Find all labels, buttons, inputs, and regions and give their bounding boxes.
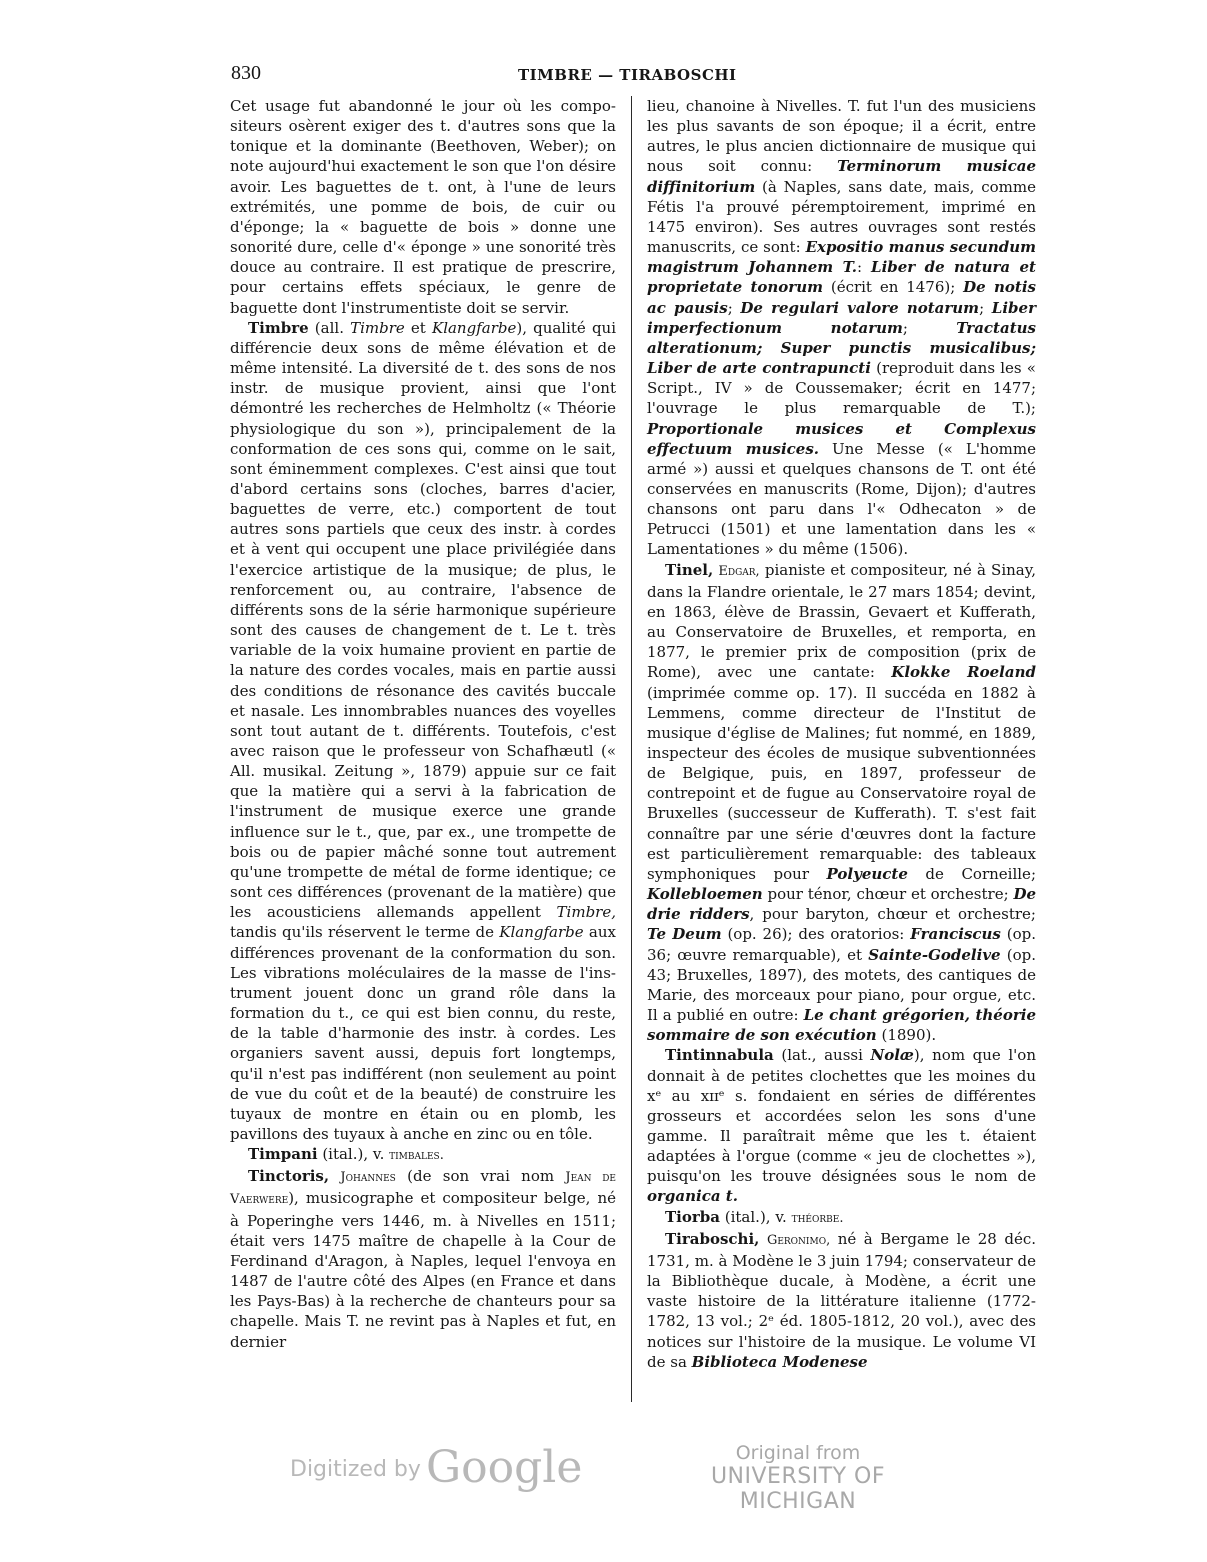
entry-tiraboschi: Tiraboschi, Geronimo, né à Bergame le 28 déc. 1731, m. à Modène le 3 juin 1794; conservateur de la Bibliothèque ducale, à Modène, a écrit une vaste histoire de la littérature italienne (1772-1782, 13 vol.; 2ᵉ éd. 1805-1812, 20 vol.), avec des notices sur l'histoire de la musique. Le volume VI de sa Biblioteca Modenese	[647, 1229, 1036, 1371]
digitized-by-text: Digitized by	[290, 1457, 421, 1482]
column-divider	[631, 96, 632, 1402]
entry-tintinnabula: Tintinnabula (lat., aussi Nolæ), nom que l'on donnait à de petites clochettes que les moines du xᵉ au xɪɪᵉ s. fondaient en séries de différentes grosseurs et accordées selon les sons d'une gamme. Il paraîtrait même que les t. étaient adaptées à l'orgue (comme « jeu de clochettes »), puisqu'on les trouve désignées sous le nom de organica t.	[647, 1046, 1036, 1206]
right-column	[647, 96, 1036, 1372]
headword-tiraboschi: Tiraboschi,	[665, 1229, 760, 1248]
page-number: 830	[231, 62, 261, 84]
entry-tinel: Tinel, Edgar, pianiste et compositeur, né à Sinay, dans la Flandre orientale, le 27 mars 1854; devint, en 1863, élève de Brassin, Gevaert et Kufferath, au Conservatoire de Bruxelles, et remporta, en 1877, le premier prix de composition (prix de Rome), avec une cantate: Klokke Roeland (imprimée comme op. 17). Il succéda en 1882 à Lemmens, comme directeur de l'Institut de musique d'église de Malines; fut nommé, en 1889, inspecteur des écoles de musique subventionnées de Belgique, puis, en 1897, professeur de contrepoint et de fugue au Conservatoire royal de Bruxelles (successeur de Kufferath). T. s'est fait connaître par une série d'œuvres dont la facture est particulièrement remarquable: des tableaux symphoniques pour Polyeucte de Corneille; Kollebloemen pour ténor, chœur et orchestre; De drie ridders, pour baryton, chœur et orchestre; Te Deum (op. 26); des oratorios: Franciscus (op. 36; œuvre remarquable), et Sainte-Godelive (op. 43; Bruxelles, 1897), des motets, des cantiques de Marie, des morceaux pour piano, pour orgue, etc. Il a publié en outre: Le chant grégorien, théorie sommaire de son exécution (1890).	[647, 560, 1037, 1045]
headword-timpani: Timpani	[248, 1145, 318, 1164]
left-column	[230, 96, 616, 1352]
headword-tinctoris: Tinctoris,	[248, 1167, 330, 1186]
original-from-text: Original from	[735, 1442, 861, 1464]
entry-timpani: Timpani (ital.), v. timbales.	[248, 1145, 444, 1164]
headword-timbre: Timbre	[248, 318, 309, 337]
entry-tinctoris-continuation: lieu, chanoine à Nivelles. T. fut l'un des musiciens les plus savants de son époque; il a écrit, entre autres, le plus ancien dictionnaire de musique qui nous soit connu: Terminorum musicae diffinitorium (à Naples, sans date, mais, comme Fétis l'a prouvé péremptoirement, imprimé en 1475 environ). Ses autres ouvrages sont restés manuscrits, ce sont: Expositio manus secundum magistrum Johannem T.: Liber de natura et proprietate tonorum (écrit en 1476); De notis ac pausis; De regulari valore notarum; Liber imperfectionum notarum; Tractatus alterationum; Super punctis musicalibus; Liber de arte contrapuncti (reproduit dans les « Script., IV » de Coussemaker; écrit en 1477; l'ouvrage le plus remarquable de T.); Proportionale musices et Complexus effectuum musices. Une Messe (« L'homme armé ») aussi et quelques chansons de T. ont été conservées en manuscrits (Rome, Dijon); d'autres chansons ont paru dans l'« Odhecaton » de Petrucci (1501) et une lamentation dans les « Lamentationes » du même (1506).	[647, 97, 1037, 559]
university-name: UNIVERSITY OF MICHIGAN	[710, 1464, 886, 1514]
google-logo: Google	[426, 1442, 583, 1493]
headword-tintinnabula: Tintinnabula	[665, 1046, 774, 1065]
running-head: TIMBRE — TIRABOSCHI	[518, 66, 737, 84]
digitized-by-google-watermark	[290, 1442, 582, 1493]
entry-tiorba: Tiorba (ital.), v. théorbe.	[665, 1207, 844, 1226]
entry-timbales-continuation: Cet usage fut abandonné le jour où les compositeurs osèrent exiger des t. d'autres sons que la tonique et la dominante (Beethoven, Weber); on note aujourd'hui exactement le son que l'on désire avoir. Les baguettes de t. ont, à l'une de leurs extrémités, une pomme de bois, de cuir ou d'éponge; la « baguette de bois » donne une sonorité dure, celle d'« éponge » une sonorité très douce au contraire. Il est pratique de prescrire, pour certains effets spéciaux, le genre de baguette dont l'instrumentiste doit se servir.	[230, 97, 616, 317]
entry-tinctoris: Tinctoris, Johannes (de son vrai nom Jean de Vaerwere), musicographe et compositeur belge, né à Poperinghe vers 1446, m. à Nivelles en 1511; était vers 1475 maître de chapelle à la Cour de Ferdinand d'Aragon, à Naples, lequel l'envoya en 1487 de l'autre côté des Alpes (en France et dans les Pays-Bas) à la recherche de chanteurs pour sa chapelle. Mais T. ne revint pas à Naples et fut, en dernier	[230, 1167, 616, 1351]
entry-timbre: Timbre (all. Timbre et Klangfarbe), qualité qui différencie deux sons de même élévation et de même intensité. La diversité de t. des sons de nos instr. de musique provient, ainsi que l'ont démontré les recherches de Helmholtz (« Théorie physiologique du son »), principalement de la conformation de ces sons qui, comme on le sait, sont éminemment complexes. C'est ainsi que tout d'abord certains sons (cloches, barres d'acier, baguettes de verre, etc.) comportent de tout autres sons partiels que ceux des instr. à cordes et à vent qui occupent une place privilégiée dans l'exercice artistique de la musique; de plus, le renforcement ou, au contraire, l'absence de différents sons de la série harmonique supérieure sont des causes de changement de t. Le t. très variable de la voix humaine provient en partie de la nature des cordes vocales, mais en partie aussi des conditions de résonance des cavités buccale et nasale. Les innombrables nuances des voyelles sont tout autant de t. différents. Toutefois, c'est avec raison que le professeur von Schafhæutl (« All. musikal. Zeitung », 1879) appuie sur ce fait que la matière qui a servi à la fabrication de l'instrument de musique exerce une grande influence sur le t., que, par ex., une trompette de bois ou de papier mâché sonne tout autrement qu'une trompette de métal de forme identique; ce sont ces différences (provenant de la matière) que les acousticiens allemands appellent Timbre, tandis qu'ils réservent le terme de Klangfarbe aux différences provenant de la conformation du son. Les vibrations moléculaires de la masse de l'instrument jouent donc un grand rôle dans la formation du t., ce qui est bien connu, du reste, de la table d'harmonie des instr. à cordes. Les organiers savent aussi, depuis fort longtemps, qu'il n'est pas indifférent (non seulement au point de vue du coût et de la beauté) de construire les tuyaux de montre en étain ou en plomb, les pavillons des tuyaux à anche en zinc ou en tôle.	[230, 318, 616, 1143]
headword-tinel: Tinel,	[665, 560, 714, 579]
headword-tiorba: Tiorba	[665, 1207, 720, 1226]
original-from-watermark	[668, 1442, 928, 1514]
